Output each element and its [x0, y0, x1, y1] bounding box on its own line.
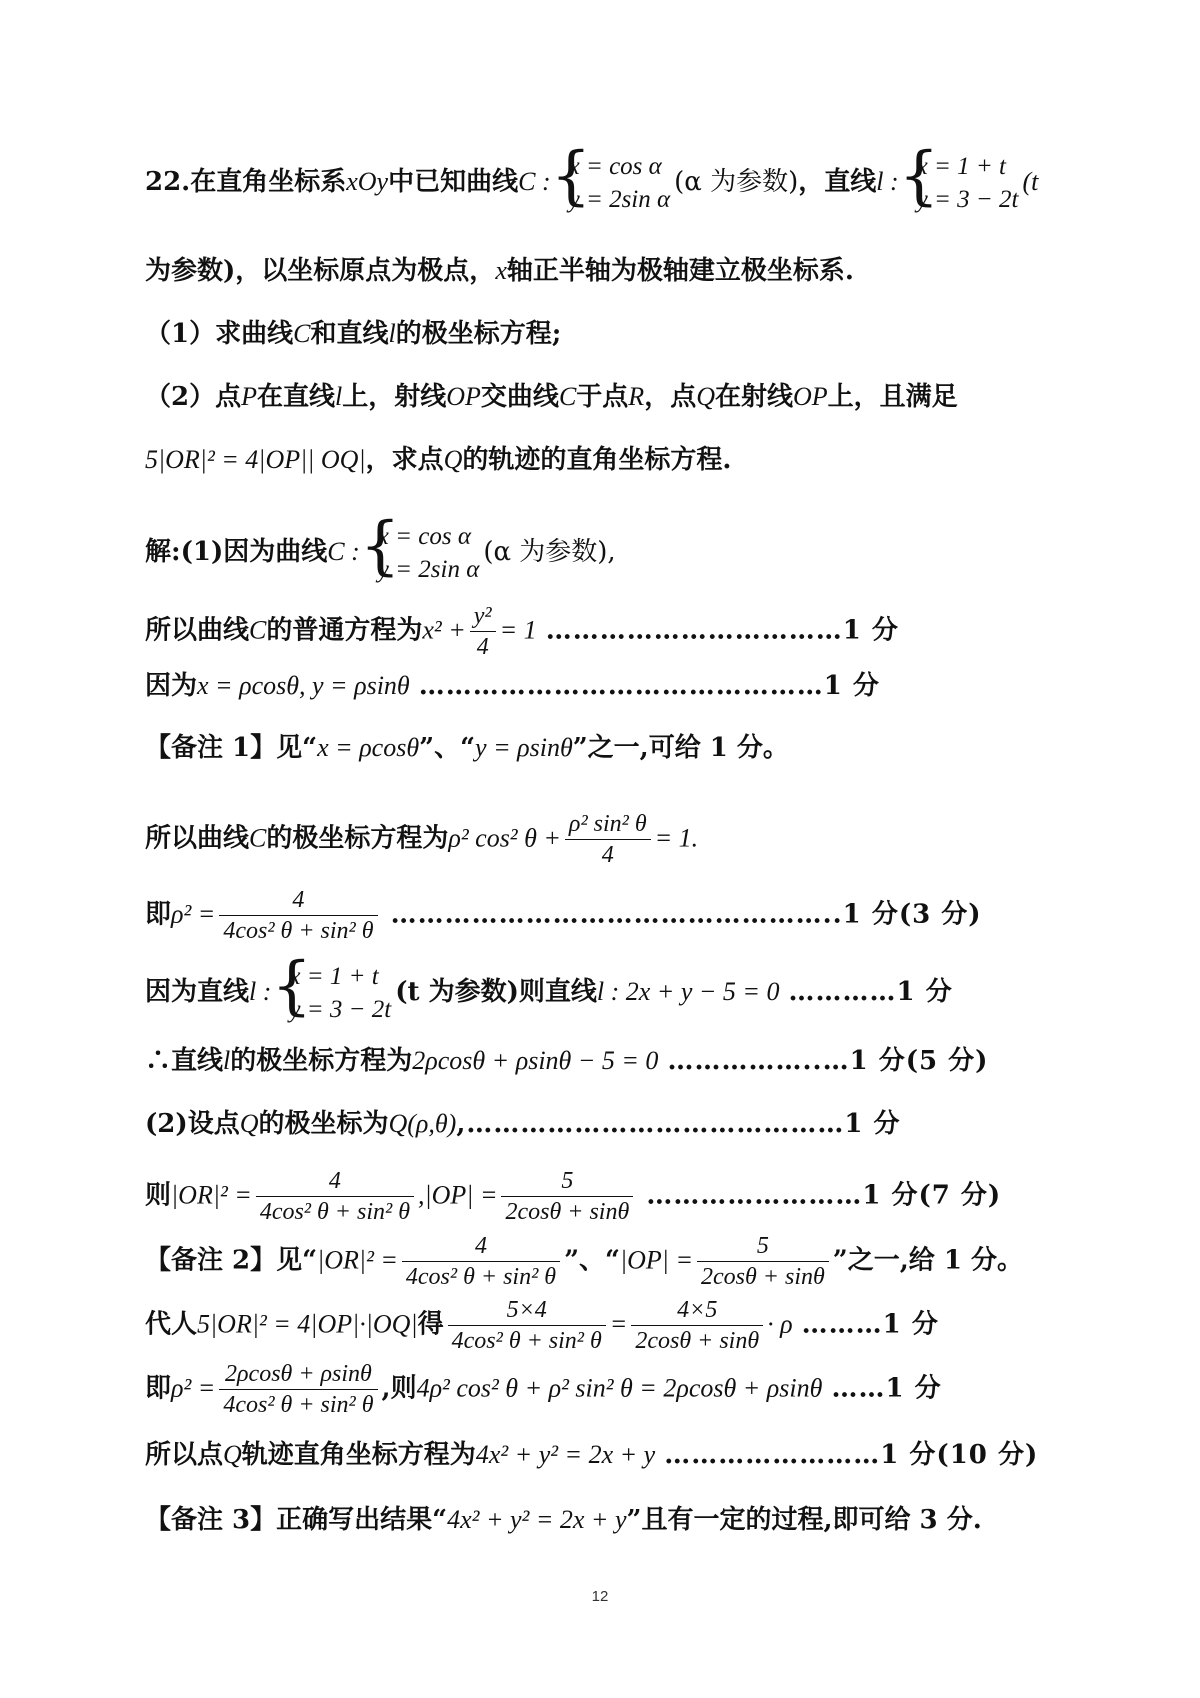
numerator: 4: [219, 885, 377, 916]
math: Q: [696, 382, 715, 411]
numerator: 5: [501, 1166, 633, 1197]
text: ”之一,给 1 分。: [832, 1245, 1023, 1276]
text: ”、“: [564, 1245, 620, 1276]
numerator: ρ² sin² θ: [565, 809, 651, 840]
denominator: 4cos² θ + sin² θ: [451, 1328, 602, 1354]
score-dots: ………1 分: [801, 1309, 939, 1340]
text: 【备注 1】见“: [145, 733, 318, 763]
math: l: [223, 1046, 231, 1075]
line-system: [275, 960, 391, 1026]
solution-line-4: [145, 809, 1075, 870]
equation: { x = 1 + t: [916, 153, 1006, 180]
text: ”之一,可给 1 分。: [572, 733, 789, 763]
score-dots: ……………………1 分(7 分): [646, 1180, 1002, 1211]
text: 轴正半轴为极轴建立极坐标系.: [506, 256, 854, 286]
text: 所以点: [145, 1440, 224, 1470]
math: l :: [876, 167, 899, 196]
text: 的极坐标方程;: [395, 319, 562, 349]
fraction: [448, 1295, 606, 1356]
text: 于点: [576, 382, 629, 412]
solution-line-9: [145, 1166, 1075, 1227]
score-dots: …………1 分: [788, 977, 953, 1007]
problem-line-1: [145, 150, 1075, 216]
text: (2)设点: [145, 1109, 240, 1139]
fraction: [501, 1166, 633, 1227]
numerator: 5×4: [448, 1295, 606, 1326]
math: ρ² =: [171, 899, 216, 929]
math: l : 2x + y − 5 = 0: [596, 977, 780, 1006]
solution-line-2: [145, 601, 1075, 662]
equation: { x = 1 + t: [289, 963, 379, 990]
text: 中已知曲线: [388, 167, 519, 197]
math: = 1.: [654, 823, 699, 853]
fraction: [219, 885, 377, 946]
math: =: [609, 1309, 628, 1339]
text: 的轨迹的直角坐标方程.: [462, 445, 732, 475]
fraction: [402, 1231, 560, 1292]
text: ”且有一定的过程,即可给 3 分.: [626, 1505, 982, 1535]
math: y = ρsinθ: [475, 733, 573, 762]
numerator: y²: [470, 601, 496, 632]
solution-line-12: [145, 1438, 1075, 1472]
math: ρ² cos² θ +: [448, 823, 561, 853]
score-dots: ………………………………………1 分: [418, 671, 880, 701]
math: R: [628, 382, 645, 411]
math: OP: [446, 382, 481, 411]
math: C: [249, 823, 267, 853]
math: 2ρcosθ + ρsinθ − 5 = 0: [412, 1046, 659, 1075]
math: · ρ: [767, 1309, 793, 1339]
math: 5|OR|² = 4|OP|·|OQ|: [197, 1309, 418, 1339]
denominator: 2cosθ + sinθ: [505, 1199, 630, 1225]
curve-system: [364, 520, 480, 586]
numerator: 4: [256, 1166, 414, 1197]
note-1: [145, 731, 1075, 765]
solution-line-10: [145, 1295, 1075, 1356]
numerator: 5: [697, 1231, 829, 1262]
text: ”、“: [419, 733, 476, 763]
denominator: 4cos² θ + sin² θ: [259, 1199, 410, 1225]
text: (t 为参数)则直线: [395, 977, 597, 1007]
text: (α 为参数): [674, 167, 799, 197]
math: C :: [327, 537, 360, 566]
text: 上，射线: [342, 382, 447, 412]
problem-line-2: [145, 254, 1075, 288]
text: (α 为参数),: [483, 537, 616, 567]
denominator: 4cos² θ + sin² θ: [223, 918, 374, 944]
text: 上，且满足: [827, 382, 958, 412]
math: ρ² =: [171, 1373, 216, 1403]
math: C: [293, 319, 311, 348]
solution-line-7: [145, 1044, 1075, 1078]
solution-line-5: [145, 885, 1075, 946]
math: C :: [518, 167, 551, 196]
score-dots: ……………………1 分(10 分): [664, 1440, 1039, 1470]
solution-line-1: [145, 520, 1075, 586]
math: Q: [223, 1440, 242, 1469]
fraction: [256, 1166, 414, 1227]
text: 交曲线: [480, 382, 559, 412]
text: 则: [145, 1180, 172, 1211]
fraction: [470, 601, 496, 662]
text: 所以曲线: [145, 823, 250, 854]
math: 4x² + y² = 2x + y: [475, 1440, 656, 1469]
math: OP: [793, 382, 828, 411]
math: |OR|² =: [171, 1180, 252, 1210]
math: x = ρcosθ, y = ρsinθ: [197, 671, 410, 700]
text: 轨迹直角坐标方程为: [241, 1440, 476, 1470]
text: ∴直线: [145, 1046, 224, 1076]
math: l: [335, 382, 343, 411]
text: ，求点: [365, 445, 444, 475]
text: 即: [145, 899, 172, 930]
numerator: 2ρcosθ + ρsinθ: [219, 1359, 377, 1390]
denominator: 2cosθ + sinθ: [635, 1328, 760, 1354]
math: l :: [249, 977, 272, 1006]
text: （2）点: [145, 382, 242, 412]
text: 所以曲线: [145, 615, 250, 646]
math: C: [249, 615, 267, 645]
solution-line-8: [145, 1107, 1075, 1141]
math: (t: [1022, 167, 1039, 196]
math: xOy: [346, 167, 389, 196]
solution-line-6: [145, 960, 1075, 1026]
score-dots: ……………………………1 分: [545, 615, 899, 646]
text: 的极坐标为: [258, 1109, 389, 1139]
fraction: [565, 809, 651, 870]
score-dots: ……1 分: [831, 1373, 942, 1404]
math: Q: [443, 445, 463, 474]
math: l: [388, 319, 396, 348]
score-dots: …………………………………………..1 分(3 分): [390, 899, 982, 930]
note-3: [145, 1503, 1075, 1537]
text: 【备注 3】正确写出结果“: [145, 1505, 448, 1535]
text: 为参数)，以坐标原点为极点，: [145, 256, 496, 286]
fraction: [631, 1295, 763, 1356]
denominator: 4cos² θ + sin² θ: [405, 1264, 557, 1290]
text: 因为: [145, 671, 198, 701]
line-system: [903, 150, 1019, 216]
math: |OP| =: [620, 1245, 693, 1275]
text: 的极坐标方程为: [266, 823, 449, 854]
text: 即: [145, 1373, 172, 1404]
text: ，直线: [798, 167, 877, 197]
text: 代人: [145, 1309, 198, 1340]
fraction: [697, 1231, 829, 1292]
solution-line-11: [145, 1359, 1075, 1420]
question-1: [145, 317, 1075, 351]
numerator: 4×5: [631, 1295, 763, 1326]
equation: y = 3 − 2t: [289, 996, 392, 1023]
math: Q(ρ,θ): [388, 1109, 457, 1138]
text: ,则: [381, 1373, 417, 1404]
fraction: [219, 1359, 377, 1420]
page-number: 12: [591, 1588, 609, 1605]
denominator: 4cos² θ + sin² θ: [223, 1392, 374, 1418]
solution-line-3: [145, 669, 1075, 703]
text: 在射线: [714, 382, 793, 412]
equation: { x = cos α: [377, 523, 471, 550]
math: 4x² + y² = 2x + y: [447, 1505, 627, 1534]
math: Q: [239, 1109, 259, 1138]
text: 在直线: [256, 382, 335, 412]
math: 4ρ² cos² θ + ρ² sin² θ = 2ρcosθ + ρsinθ: [416, 1373, 823, 1403]
math: 5|OR|² = 4|OP|| OQ|: [145, 445, 366, 474]
text: 22.在直角坐标系: [145, 167, 347, 197]
denominator: 4: [601, 842, 614, 868]
math: |OR|² =: [317, 1245, 398, 1275]
equation: y = 2sin α: [568, 186, 671, 213]
text: 因为直线: [145, 977, 250, 1007]
text: 和直线: [310, 319, 389, 349]
text: 得: [417, 1309, 444, 1340]
score-dots: ……………..…1 分(5 分): [667, 1046, 989, 1076]
question-2-line-1: [145, 380, 1075, 414]
note-2: [145, 1231, 1075, 1292]
equation: y = 3 − 2t: [916, 186, 1019, 213]
text: （1）求曲线: [145, 319, 294, 349]
text: 的极坐标方程为: [230, 1046, 413, 1076]
math: C: [558, 382, 577, 411]
score-dots: ,……………………………………1 分: [456, 1109, 901, 1139]
text: 的普通方程为: [266, 615, 423, 646]
math: = 1: [499, 615, 537, 645]
text: 解:(1)因为曲线: [145, 537, 328, 567]
math: P: [241, 382, 257, 411]
text: 【备注 2】见“: [145, 1245, 318, 1276]
equation: y = 2sin α: [377, 556, 480, 583]
math: x = ρcosθ: [317, 733, 420, 762]
math: x² +: [422, 615, 466, 645]
text: ，点: [644, 382, 697, 412]
denominator: 2cosθ + sinθ: [701, 1264, 825, 1290]
question-2-line-2: [145, 443, 1075, 477]
math: x: [495, 256, 507, 285]
equation: { x = cos α: [568, 153, 662, 180]
denominator: 4: [476, 634, 489, 660]
numerator: 4: [402, 1231, 560, 1262]
math: ,|OP| =: [417, 1180, 498, 1210]
curve-system: [555, 150, 671, 216]
